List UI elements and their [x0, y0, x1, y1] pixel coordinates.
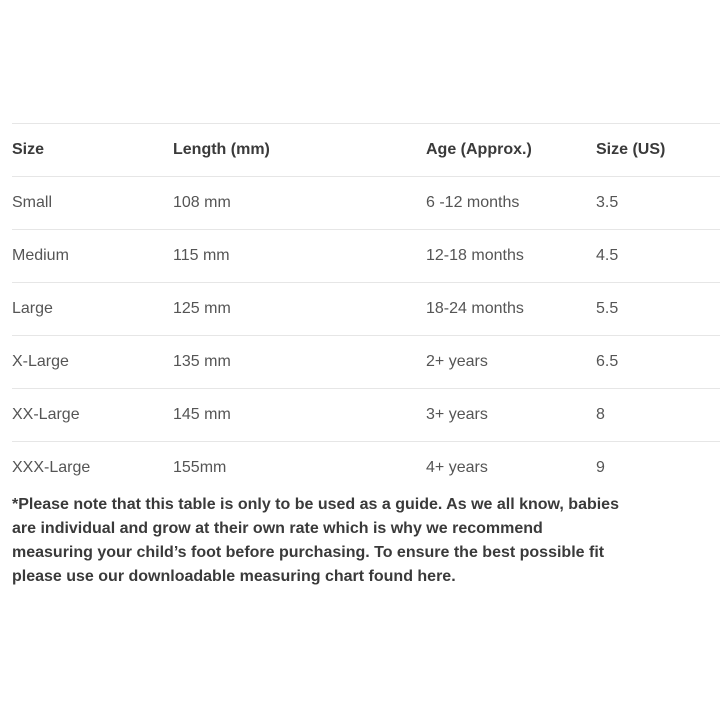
cell-age: 18-24 months — [426, 283, 596, 336]
cell-size: XXX-Large — [12, 442, 173, 495]
cell-us-size: 5.5 — [596, 283, 720, 336]
cell-age: 4+ years — [426, 442, 596, 495]
cell-length: 125 mm — [173, 283, 426, 336]
table-row — [12, 177, 720, 230]
table-row — [12, 389, 720, 442]
cell-size: Small — [12, 177, 173, 230]
header-age: Age (Approx.) — [426, 124, 596, 177]
size-chart-table — [12, 123, 720, 494]
cell-length: 108 mm — [173, 177, 426, 230]
table-header-row — [12, 124, 720, 177]
cell-length: 155mm — [173, 442, 426, 495]
cell-age: 12-18 months — [426, 230, 596, 283]
cell-size: Large — [12, 283, 173, 336]
cell-size: XX-Large — [12, 389, 173, 442]
cell-us-size: 9 — [596, 442, 720, 495]
table-row — [12, 230, 720, 283]
cell-age: 3+ years — [426, 389, 596, 442]
table-row — [12, 442, 720, 495]
cell-size: Medium — [12, 230, 173, 283]
cell-size: X-Large — [12, 336, 173, 389]
header-length: Length (mm) — [173, 124, 426, 177]
cell-length: 145 mm — [173, 389, 426, 442]
table-row — [12, 283, 720, 336]
cell-us-size: 6.5 — [596, 336, 720, 389]
size-guide-note: *Please note that this table is only to be used as a guide. As we all know, babies are individual and grow at their own rate which is why we recommend measuring your child’s foot before purchasing. To ensure the best possible fit please use our downloadable measuring chart found here. — [12, 496, 619, 585]
cell-age: 6 -12 months — [426, 177, 596, 230]
cell-us-size: 8 — [596, 389, 720, 442]
cell-us-size: 3.5 — [596, 177, 720, 230]
cell-us-size: 4.5 — [596, 230, 720, 283]
cell-age: 2+ years — [426, 336, 596, 389]
header-size: Size — [12, 124, 173, 177]
table-row — [12, 336, 720, 389]
header-us-size: Size (US) — [596, 124, 720, 177]
cell-length: 115 mm — [173, 230, 426, 283]
cell-length: 135 mm — [173, 336, 426, 389]
